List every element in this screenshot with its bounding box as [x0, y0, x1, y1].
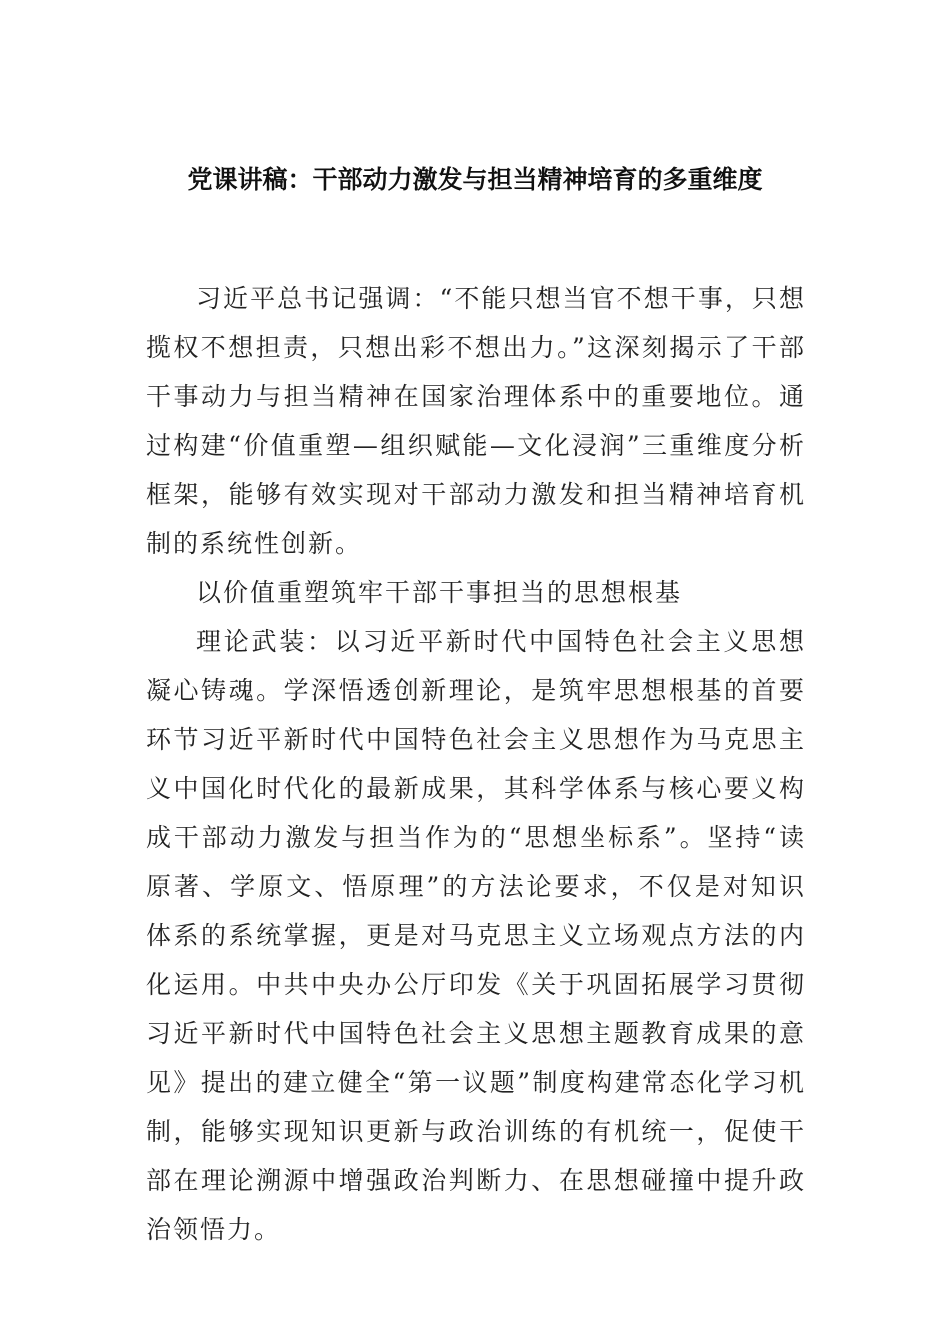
theory-paragraph: 理论武装：以习近平新时代中国特色社会主义思想凝心铸魂。学深悟透创新理论，是筑牢思想根基的首要环节习近平新时代中国特色社会主义思想作为马克思主义中国化时代化的最新成果，其科学体系与核心要义构成干部动力激发与担当作为的“思想坐标系”。坚持“读原著、学原文、悟原理”的方法论要求，不仅是对知识体系的系统掌握，更是对马克思主义立场观点方法的内化运用。中共中央办公厅印发《关于巩固拓展学习贯彻习近平新时代中国特色社会主义思想主题教育成果的意见》提出的建立健全“第一议题”制度构建常态化学习机制，能够实现知识更新与政治训练的有机统一，促使干部在理论溯源中增强政治判断力、在思想碰撞中提升政治领悟力。 [146, 627, 806, 1244]
section-heading: 以价值重塑筑牢干部干事担当的思想根基 [196, 578, 683, 607]
document-title: 党课讲稿：干部动力激发与担当精神培育的多重维度 [187, 165, 763, 194]
document-body [146, 274, 806, 1254]
intro-paragraph: 习近平总书记强调：“不能只想当官不想干事，只想揽权不想担责，只想出彩不想出力。”这深刻揭示了干部干事动力与担当精神在国家治理体系中的重要地位。通过构建“价值重塑—组织赋能—文化浸润”三重维度分析框架，能够有效实现对干部动力激发和担当精神培育机制的系统性创新。 [146, 284, 806, 558]
